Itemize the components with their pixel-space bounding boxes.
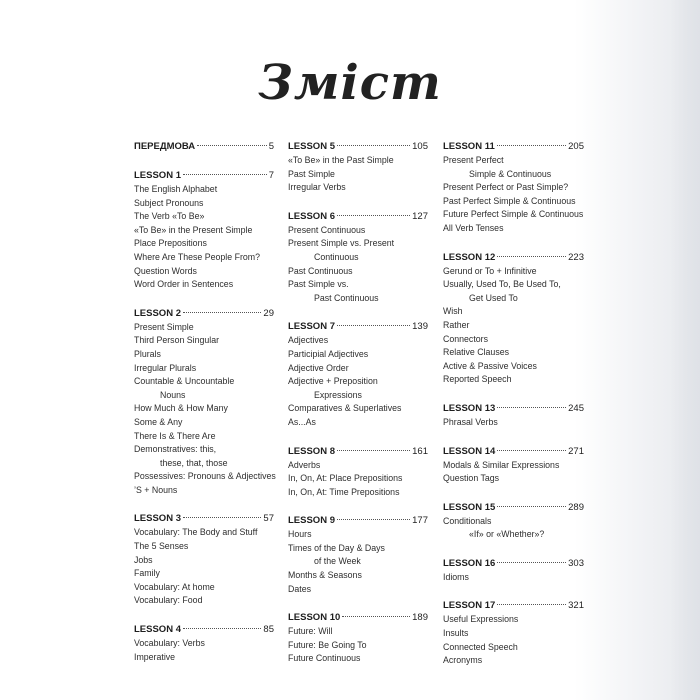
- toc-topic: «To Be» in the Past Simple: [288, 155, 394, 165]
- toc-page-number: 139: [412, 321, 428, 333]
- toc-topic: «If» or «Whether»?: [469, 529, 545, 540]
- toc-heading-label: LESSON 13: [443, 402, 496, 414]
- dot-leader: [497, 562, 566, 563]
- toc-heading-label: LESSON 4: [134, 624, 181, 636]
- toc-topic: In, On, At: Time Prepositions: [288, 486, 400, 497]
- toc-topic: Future Perfect Simple & Continuous: [443, 209, 584, 220]
- toc-topic: Past Simple vs.: [288, 279, 349, 290]
- toc-topic: Past Continuous: [314, 292, 379, 303]
- toc-entry-heading: [134, 169, 274, 183]
- toc-heading-label: LESSON 17: [443, 600, 496, 612]
- toc-page-number: 57: [263, 513, 274, 525]
- dot-leader: [337, 325, 410, 326]
- toc-topic: Dates: [288, 583, 311, 594]
- toc-section: [134, 623, 274, 664]
- dot-leader: [497, 145, 566, 146]
- toc-page-number: 177: [412, 515, 428, 527]
- dot-leader: [342, 616, 410, 617]
- toc-topic: There Is & There Are: [134, 430, 216, 441]
- toc-entry-heading: [288, 210, 428, 224]
- toc-column-2: [288, 140, 428, 681]
- toc-entry-heading: [443, 140, 584, 154]
- toc-page-number: 205: [568, 141, 584, 152]
- toc-topic: The Verb «To Be»: [134, 211, 205, 222]
- toc-topic: Comparatives & Superlatives: [288, 403, 402, 414]
- toc-topic: Usually, Used To, Be Used To,: [443, 279, 561, 290]
- toc-section: [443, 140, 584, 236]
- toc-topic: Where Are These People From?: [134, 251, 260, 262]
- toc-heading-label: LESSON 2: [134, 307, 181, 319]
- toc-topic: ’S + Nouns: [134, 484, 178, 495]
- toc-topic: Third Person Singular: [134, 335, 220, 346]
- toc-topic: Subject Pronouns: [134, 197, 204, 208]
- toc-topic: Irregular Plurals: [134, 362, 197, 373]
- toc-column-1: [134, 140, 274, 679]
- toc-section: [288, 611, 428, 666]
- dot-leader: [497, 407, 566, 408]
- toc-heading-label: LESSON 15: [443, 501, 496, 513]
- dot-leader: [183, 517, 261, 518]
- toc-topic: Past Perfect Simple & Continuous: [443, 195, 576, 206]
- toc-section: [288, 445, 428, 500]
- toc-topic: Possessives: Pronouns & Adjectives: [134, 471, 276, 482]
- toc-entry-heading: [443, 557, 584, 571]
- toc-topic: Family: [134, 568, 160, 579]
- dot-leader: [183, 628, 261, 629]
- toc-section: [288, 140, 428, 195]
- toc-heading-label: LESSON 8: [288, 445, 335, 457]
- toc-heading-label: LESSON 7: [288, 321, 335, 333]
- toc-topic: «To Be» in the Present Simple: [134, 224, 253, 235]
- toc-topic: Adjective + Preposition: [288, 376, 378, 387]
- toc-topic: Connectors: [443, 333, 488, 344]
- toc-heading-label: LESSON 6: [288, 210, 335, 222]
- toc-heading-label: LESSON 10: [288, 612, 341, 624]
- toc-heading-label: LESSON 3: [134, 513, 181, 525]
- toc-topic: Future: Will: [288, 626, 333, 637]
- toc-page-number: 223: [568, 251, 584, 263]
- toc-heading-label: LESSON 5: [288, 141, 335, 152]
- page-spine-shadow: [670, 0, 700, 700]
- toc-topic: Adverbs: [288, 459, 321, 470]
- toc-entry-heading: [288, 611, 428, 625]
- toc-topic: Gerund or To + Infinitive: [443, 265, 537, 276]
- toc-section: [443, 251, 584, 387]
- toc-page-number: 245: [568, 402, 584, 414]
- toc-topic: Vocabulary: At home: [134, 581, 215, 592]
- dot-leader: [337, 145, 410, 146]
- toc-heading-label: LESSON 12: [443, 251, 496, 263]
- dot-leader: [497, 256, 566, 257]
- toc-topic: How Much & How Many: [134, 403, 228, 414]
- toc-column-3: [443, 140, 584, 683]
- dot-leader: [183, 174, 267, 175]
- toc-topic: Participial Adjectives: [288, 348, 369, 359]
- toc-topic: Expressions: [314, 389, 362, 400]
- toc-topic: Vocabulary: Food: [134, 595, 203, 606]
- toc-page-number: 127: [412, 210, 428, 222]
- toc-topic: Question Tags: [443, 473, 500, 484]
- toc-topic: Phrasal Verbs: [443, 416, 498, 427]
- toc-page-number: 29: [263, 307, 274, 319]
- dot-leader: [497, 604, 566, 605]
- toc-heading-label: LESSON 11: [443, 141, 495, 152]
- toc-topic: Simple & Continuous: [469, 168, 552, 179]
- toc-heading-label: LESSON 9: [288, 515, 335, 527]
- dot-leader: [497, 506, 566, 507]
- toc-entry-heading: [288, 445, 428, 459]
- toc-page-number: 5: [268, 141, 274, 152]
- toc-entry-heading: [134, 623, 274, 637]
- toc-topic: Connected Speech: [443, 641, 518, 652]
- toc-topic: Times of the Day & Days: [288, 542, 385, 553]
- toc-page-number: 321: [568, 600, 584, 612]
- toc-topic: Adjectives: [288, 335, 329, 346]
- toc-section: [443, 402, 584, 430]
- toc-topic: Vocabulary: The Body and Stuff: [134, 527, 258, 538]
- toc-topic: of the Week: [314, 556, 361, 567]
- toc-topic: Past Simple: [288, 168, 335, 179]
- toc-section: [134, 512, 274, 608]
- toc-page-number: 189: [412, 612, 428, 624]
- toc-entry-heading: [134, 140, 274, 154]
- toc-section: [443, 557, 584, 585]
- toc-page-number: 271: [568, 445, 584, 457]
- toc-entry-heading: [288, 140, 428, 154]
- toc-page-number: 105: [412, 141, 428, 152]
- toc-topic: Continuous: [314, 251, 359, 262]
- toc-topic: Conditionals: [443, 515, 492, 526]
- toc-entry-heading: [288, 514, 428, 528]
- toc-topic: Imperative: [134, 651, 176, 662]
- toc-section: [134, 307, 274, 498]
- toc-topic: Nouns: [160, 389, 186, 400]
- toc-topic: As...As: [288, 416, 316, 427]
- toc-page-number: 289: [568, 501, 584, 513]
- toc-section: [288, 514, 428, 596]
- toc-topic: Present Continuous: [288, 224, 366, 235]
- toc-topic: Months & Seasons: [288, 570, 362, 581]
- toc-topic: The 5 Senses: [134, 541, 189, 552]
- toc-topic: Future Continuous: [288, 653, 361, 664]
- toc-topic: Jobs: [134, 554, 153, 565]
- toc-topic: Get Used To: [469, 292, 518, 303]
- toc-section: [288, 210, 428, 306]
- dot-leader: [337, 215, 410, 216]
- toc-section: [134, 169, 274, 292]
- toc-entry-heading: [443, 501, 584, 515]
- toc-topic: Place Prepositions: [134, 238, 207, 249]
- toc-entry-heading: [443, 599, 584, 613]
- toc-entry-heading: [288, 320, 428, 334]
- toc-entry-heading: [134, 307, 274, 321]
- toc-topic: All Verb Tenses: [443, 222, 504, 233]
- toc-topic: Vocabulary: Verbs: [134, 638, 205, 649]
- toc-topic: Idioms: [443, 571, 469, 582]
- toc-topic: Present Perfect or Past Simple?: [443, 182, 569, 193]
- toc-page-number: 303: [568, 557, 584, 569]
- toc-topic: these, that, those: [160, 457, 228, 468]
- toc-topic: Useful Expressions: [443, 614, 519, 625]
- toc-entry-heading: [443, 251, 584, 265]
- toc-page-number: 161: [412, 445, 428, 457]
- toc-topic: Demonstratives: this,: [134, 444, 217, 455]
- toc-topic: Irregular Verbs: [288, 182, 346, 193]
- toc-entry-heading: [443, 445, 584, 459]
- toc-topic: Present Perfect: [443, 155, 504, 165]
- page-title: Зміст: [258, 55, 442, 111]
- toc-page-number: 7: [268, 170, 274, 181]
- toc-topic: Active & Passive Voices: [443, 360, 537, 371]
- toc-topic: Insults: [443, 628, 469, 639]
- dot-leader: [497, 450, 566, 451]
- toc-topic: The English Alphabet: [134, 184, 218, 194]
- toc-topic: Present Simple vs. Present: [288, 238, 395, 249]
- toc-topic: Plurals: [134, 348, 161, 359]
- toc-entry-heading: [134, 512, 274, 526]
- toc-section: [443, 501, 584, 542]
- toc-topic: Rather: [443, 319, 470, 330]
- toc-topic: Present Simple: [134, 321, 194, 332]
- toc-topic: Relative Clauses: [443, 347, 510, 358]
- toc-topic: Future: Be Going To: [288, 639, 367, 650]
- toc-topic: Wish: [443, 306, 463, 317]
- toc-section: [288, 320, 428, 429]
- toc-heading-label: LESSON 16: [443, 557, 496, 569]
- toc-section: [443, 599, 584, 667]
- toc-section: [443, 445, 584, 486]
- toc-topic: Acronyms: [443, 655, 483, 666]
- toc-topic: Modals & Similar Expressions: [443, 459, 560, 470]
- toc-topic: Countable & Uncountable: [134, 376, 235, 387]
- toc-heading-label: LESSON 14: [443, 445, 496, 457]
- toc-section: [134, 140, 274, 154]
- toc-entry-heading: [443, 402, 584, 416]
- toc-topic: Adjective Order: [288, 362, 349, 373]
- toc-topic: Word Order in Sentences: [134, 279, 234, 290]
- dot-leader: [337, 519, 410, 520]
- dot-leader: [197, 145, 267, 146]
- toc-page-number: 85: [263, 624, 274, 636]
- toc-topic: Hours: [288, 529, 312, 540]
- dot-leader: [337, 450, 410, 451]
- toc-topic: In, On, At: Place Prepositions: [288, 473, 403, 484]
- toc-heading-label: ПЕРЕДМОВА: [134, 141, 196, 152]
- toc-topic: Some & Any: [134, 416, 183, 427]
- toc-topic: Reported Speech: [443, 374, 512, 385]
- toc-topic: Question Words: [134, 265, 197, 276]
- toc-heading-label: LESSON 1: [134, 170, 181, 181]
- dot-leader: [183, 312, 261, 313]
- toc-topic: Past Continuous: [288, 265, 353, 276]
